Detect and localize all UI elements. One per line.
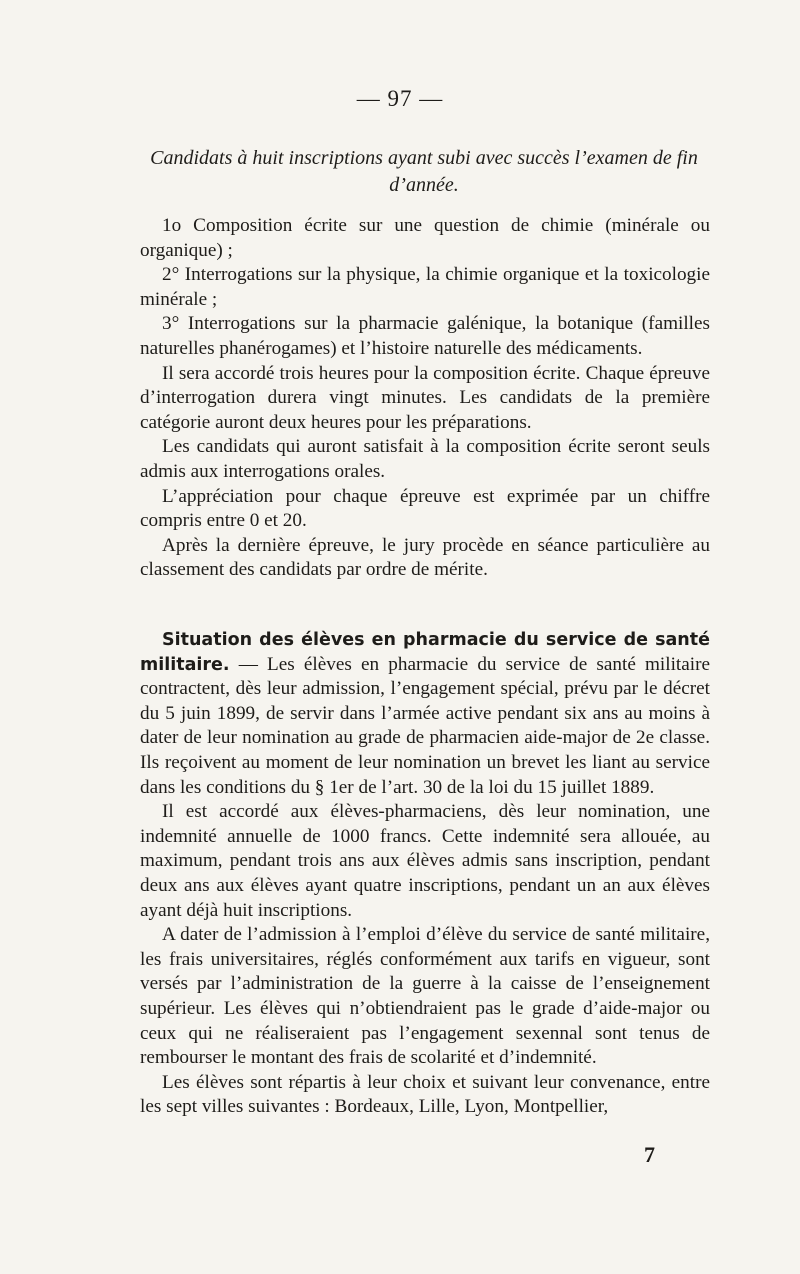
- paragraph: Il sera accordé trois heures pour la composition écrite. Chaque épreuve d’interrogation durera vingt minutes. Les candidats de la première catégorie auront deux heures pour les préparations.: [140, 362, 710, 433]
- paragraph: 1o Composition écrite sur une question de chimie (minérale ou organique) ;: [140, 215, 710, 261]
- signature-mark: 7: [644, 1142, 655, 1167]
- section-first-paragraph-text: — Les élèves en pharmacie du service de santé militaire contractent, dès leur admission, l’engagement spécial, prévu par le décret du 5 juin 1899, de servir dans l’armée active pendant six ans au moins à dater de leur nomination au grade de pharmacien aide-major de 2e classe. Ils reçoivent au moment de leur nomination un brevet les liant au service dans les conditions du § 1er de l’art. 30 de la loi du 15 juillet 1889.: [140, 653, 710, 798]
- paragraph: Les élèves sont répartis à leur choix et suivant leur convenance, entre les sept villes suivantes : Bordeaux, Lille, Lyon, Montpellier,: [140, 1071, 710, 1118]
- section-subtitle: Candidats à huit inscriptions ayant subi avec succès l’examen de fin d’année.: [150, 147, 698, 196]
- military-pharmacy-section: [140, 628, 710, 1120]
- paragraph: L’appréciation pour chaque épreuve est exprimée par un chiffre compris entre 0 et 20.: [140, 485, 710, 532]
- paragraph: Après la dernière épreuve, le jury procède en séance particulière au classement des candidats par ordre de mérite.: [140, 534, 710, 581]
- paragraph: Les candidats qui auront satisfait à la composition écrite seront seuls admis aux interrogations orales.: [140, 436, 710, 482]
- paragraph: Il est accordé aux élèves-pharmaciens, dès leur nomination, une indemnité annuelle de 1000 francs. Cette indemnité sera allouée, au maximum, pendant trois ans aux élèves admis sans inscription, pendant deux ans aux élèves ayant quatre inscriptions, pendant un an aux élèves ayant déjà huit inscriptions.: [140, 801, 710, 921]
- section-first-paragraph: [140, 628, 710, 800]
- paragraph: 2° Interrogations sur la physique, la chimie organique et la toxicologie minérale ;: [140, 264, 710, 310]
- section-heading: Situation des élèves en pharmacie du service de santé militaire.: [140, 630, 710, 675]
- page-number: — 97 —: [356, 86, 444, 111]
- exam-description: [140, 214, 710, 583]
- paragraph: 3° Interrogations sur la pharmacie galénique, la botanique (familles naturelles phanérogames) et l’histoire naturelle des médicaments.: [140, 313, 710, 359]
- paragraph: A dater de l’admission à l’emploi d’élève du service de santé militaire, les frais universitaires, réglés conformément aux tarifs en vigueur, sont versés par l’administration de la guerre à la caisse de l’enseignement supérieur. Les élèves qui n’obtiendraient pas le grade d’aide-major ou ceux qui ne réaliseraient pas l’engagement sexennal sont tenus de rembourser le montant des frais de scolarité et d’indemnité.: [140, 924, 710, 1069]
